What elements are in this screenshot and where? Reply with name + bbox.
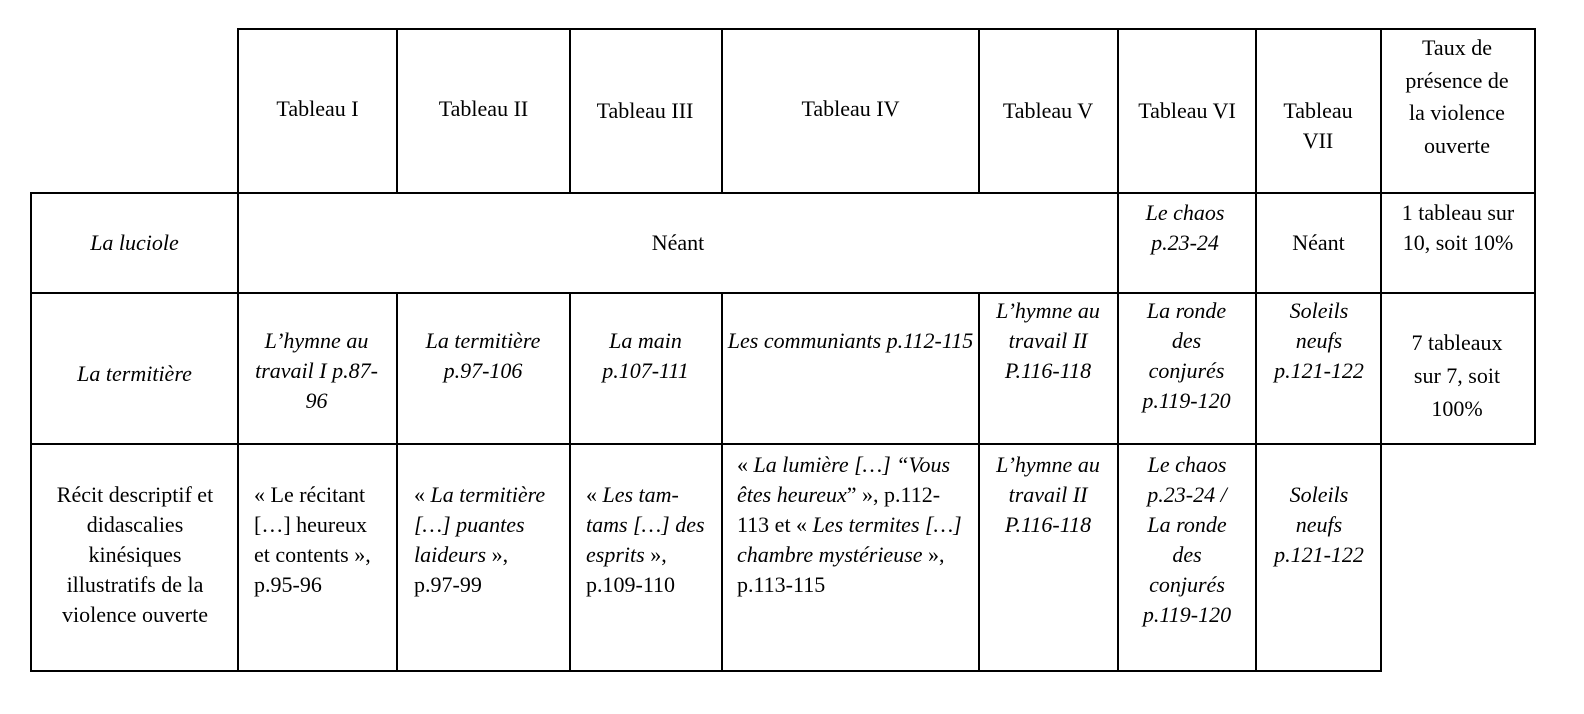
table-rule (1255, 28, 1257, 672)
table-rule (569, 28, 571, 194)
recit-2-open: « (414, 482, 431, 507)
recit-4-quote-2: Les termites […] chambre mystérieuse (737, 512, 962, 567)
table-rule (978, 292, 980, 672)
row-termitiere-tableau-7: Soleils neufs p.121-122 (1274, 298, 1364, 383)
header-tableau-6: Tableau VI (1138, 98, 1236, 123)
table-rule (30, 192, 1536, 194)
table-rule (237, 28, 1536, 30)
table-rule (1534, 28, 1536, 445)
row-recit-label: Récit descriptif et didascalies kinésiques illustratifs de la violence ouverte (56, 482, 214, 627)
row-termitiere-tableau-6: La ronde des conjurés p.119-120 (1142, 298, 1231, 413)
table-rule (30, 670, 1382, 672)
row-termitiere-tableau-4: Les communiants p.112-115 (727, 328, 974, 353)
row-termitiere-tableau-2: La termitière p.97-106 (425, 328, 541, 383)
table-rule (396, 292, 398, 672)
recit-3-close: », p.109-110 (586, 542, 676, 597)
recit-2-quote: La termitière […] puantes laideurs (414, 482, 546, 567)
row-recit-tableau-4 (733, 450, 973, 600)
recit-4-mid: ” », p.112-113 et « (737, 482, 941, 537)
row-recit-tableau-5: L’hymne au travail II P.116-118 (996, 452, 1100, 537)
header-tableau-2: Tableau II (438, 96, 529, 121)
recit-4-close: », p.113-115 (737, 542, 945, 597)
header-tableau-7: Tableau VII (1283, 98, 1353, 153)
table-rule (978, 28, 980, 194)
table-rule (569, 292, 571, 672)
table-rule (30, 192, 32, 672)
row-termitiere-taux: 7 tableaux sur 7, soit 100% (1411, 330, 1503, 421)
row-termitiere-label: La termitière (77, 361, 192, 386)
row-luciole-tableau-7: Néant (1292, 230, 1345, 255)
table-rule (1380, 28, 1382, 672)
header-tableau-3: Tableau III (596, 98, 694, 123)
header-tableau-1: Tableau I (276, 96, 359, 121)
table-rule (1117, 28, 1119, 672)
table-rule (30, 443, 1536, 445)
row-recit-tableau-7: Soleils neufs p.121-122 (1274, 482, 1364, 567)
header-tableau-4: Tableau IV (801, 96, 900, 121)
row-recit-tableau-2 (410, 480, 560, 600)
recit-1-quote: « Le récitant […] heureux et contents » (254, 482, 368, 567)
row-recit-tableau-3 (582, 480, 712, 600)
row-recit-tableau-1 (250, 480, 388, 600)
row-luciole-tableau-6: Le chaos p.23-24 (1145, 200, 1225, 255)
recit-3-quote: Les tam-tams […] des esprits (586, 482, 705, 567)
row-termitiere-tableau-1: L’hymne au travail I p.87-96 (255, 328, 378, 413)
header-taux: Taux de présence de la violence ouverte (1405, 35, 1509, 158)
recit-4-open: « (737, 452, 754, 477)
table-rule (237, 28, 239, 672)
recit-4-quote-1: La lumière […] “Vous êtes heureux (737, 452, 951, 507)
header-tableau-5: Tableau V (1002, 98, 1094, 123)
row-termitiere-tableau-5: L’hymne au travail II P.116-118 (996, 298, 1100, 383)
row-luciole-taux: 1 tableau sur 10, soit 10% (1401, 200, 1515, 255)
recit-1-pages: , p.95-96 (254, 542, 371, 597)
row-recit-tableau-6: Le chaos p.23-24 / La ronde des conjurés p.119-120 (1142, 452, 1232, 627)
table-rule (30, 292, 1536, 294)
row-luciole-label: La luciole (90, 230, 179, 255)
recit-3-open: « (586, 482, 603, 507)
row-luciole-neant: Néant (651, 230, 705, 255)
row-termitiere-tableau-3: La main p.107-111 (602, 328, 689, 383)
recit-2-close: », p.97-99 (414, 542, 509, 597)
